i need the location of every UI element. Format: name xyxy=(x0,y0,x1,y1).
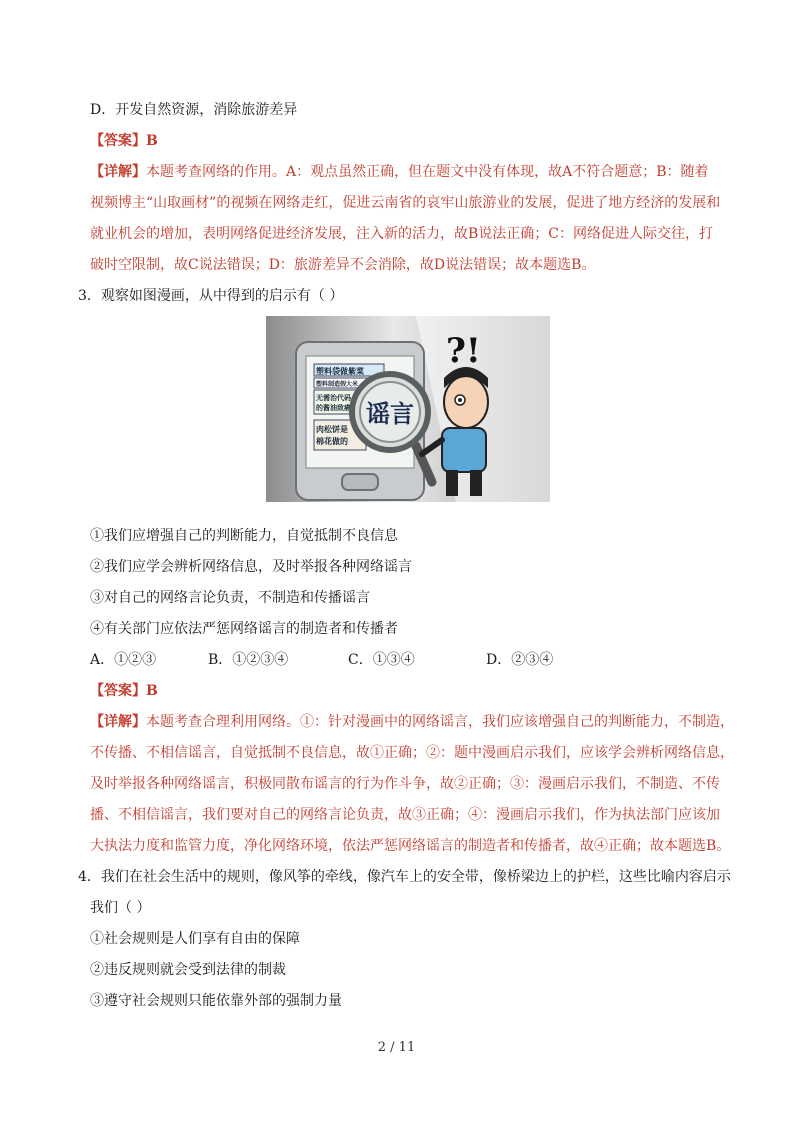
phone-text-3: 无需治代码 xyxy=(316,393,351,402)
detail-line: 视频博主“山取画材”的视频在网络走红，促进云南省的哀牢山旅游业的发展，促进了地方经济的发展和 xyxy=(90,195,721,211)
statement-4: ④有关部门应依法严惩网络谣言的制造者和传播者 xyxy=(90,621,398,637)
detail-text: 本题考查网络的作用。A：观点虽然正确，但在题文中没有体现，故A不符合题意；B：随着 xyxy=(146,164,709,180)
statement-2: ②我们应学会辨析网络信息，及时举报各种网络谣言 xyxy=(90,559,412,575)
phone-text-2: 塑料制造假大米 xyxy=(316,381,359,388)
choice-b: B．①②③④ xyxy=(208,652,289,668)
answer-label: 【答案】B xyxy=(90,133,158,149)
detail-line: 就业机会的增加，表明网络促进经济发展，注入新的活力，故B说法正确；C：网络促进人际交往，打 xyxy=(90,226,713,242)
detail-line: 不传播、不相信谣言，自觉抵制不良信息，故①正确；②：题中漫画启示我们，应该学会辨析网络信息， xyxy=(90,745,734,761)
question-3-stem: 3．观察如图漫画，从中得到的启示有（ ） xyxy=(78,288,344,304)
detail-line: 播、不相信谣言，我们要对自己的网络言论负责，故③正确；④：漫画启示我们，作为执法部门应该加 xyxy=(90,807,720,823)
detail-line: 破时空限制，故C说法错误；D：旅游差异不会消除，故D说法错误；故本题选B。 xyxy=(90,257,596,273)
detail-line xyxy=(90,162,709,182)
phone-text-1: 塑料袋做紫菜 xyxy=(316,366,364,376)
choice-c: C．①③④ xyxy=(348,652,415,668)
choice-a: A．①②③ xyxy=(90,652,157,668)
page-number: 2 / 11 xyxy=(377,1040,416,1055)
statement-2: ②违反规则就会受到法律的制裁 xyxy=(90,962,286,978)
detail-text: 本题考查合理利用网络。①：针对漫画中的网络谣言，我们应该增强自己的判断能力，不制造， xyxy=(146,714,734,730)
statement-1: ①我们应增强自己的判断能力，自觉抵制不良信息 xyxy=(90,528,398,544)
phone-home-button xyxy=(342,474,378,490)
choice-row xyxy=(90,650,710,670)
detail-tag: 【详解】 xyxy=(90,164,146,180)
detail-line: 及时举报各种网络谣言，积极同散布谣言的行为作斗争，故②正确；③：漫画启示我们，不制造、不传 xyxy=(90,776,720,792)
phone-text-4: 的酱油致癌 xyxy=(316,403,351,412)
person-head xyxy=(444,376,488,428)
choice-d: D．②③④ xyxy=(486,652,554,668)
exclaim-marks: ?! xyxy=(446,331,481,371)
question-4-stem: 4．我们在社会生活中的规则，像风筝的牵线，像汽车上的安全带，像桥梁边上的护栏，这些比喻内容启示 xyxy=(78,869,731,885)
phone-text-6: 棉花做的 xyxy=(316,436,348,446)
phone-text-5: 肉松饼是 xyxy=(316,424,348,434)
question-4-stem-cont: 我们（ ） xyxy=(90,900,151,916)
detail-line: 大执法力度和监管力度，净化网络环境，依法严惩网络谣言的制造者和传播者，故④正确；故本题选B。 xyxy=(90,838,731,854)
answer-label: 【答案】B xyxy=(90,683,158,699)
magnifier-text: 谣言 xyxy=(366,399,414,428)
statement-1: ①社会规则是人们享有自由的保障 xyxy=(90,931,300,947)
statement-3: ③对自己的网络言论负责，不制造和传播谣言 xyxy=(90,590,370,606)
statement-3: ③遵守社会规则只能依靠外部的强制力量 xyxy=(90,993,342,1009)
detail-line xyxy=(90,712,734,732)
person-body xyxy=(442,428,486,472)
cartoon-image xyxy=(266,316,550,502)
option-d: D．开发自然资源，消除旅游差异 xyxy=(90,102,298,118)
detail-tag: 【详解】 xyxy=(90,714,146,730)
